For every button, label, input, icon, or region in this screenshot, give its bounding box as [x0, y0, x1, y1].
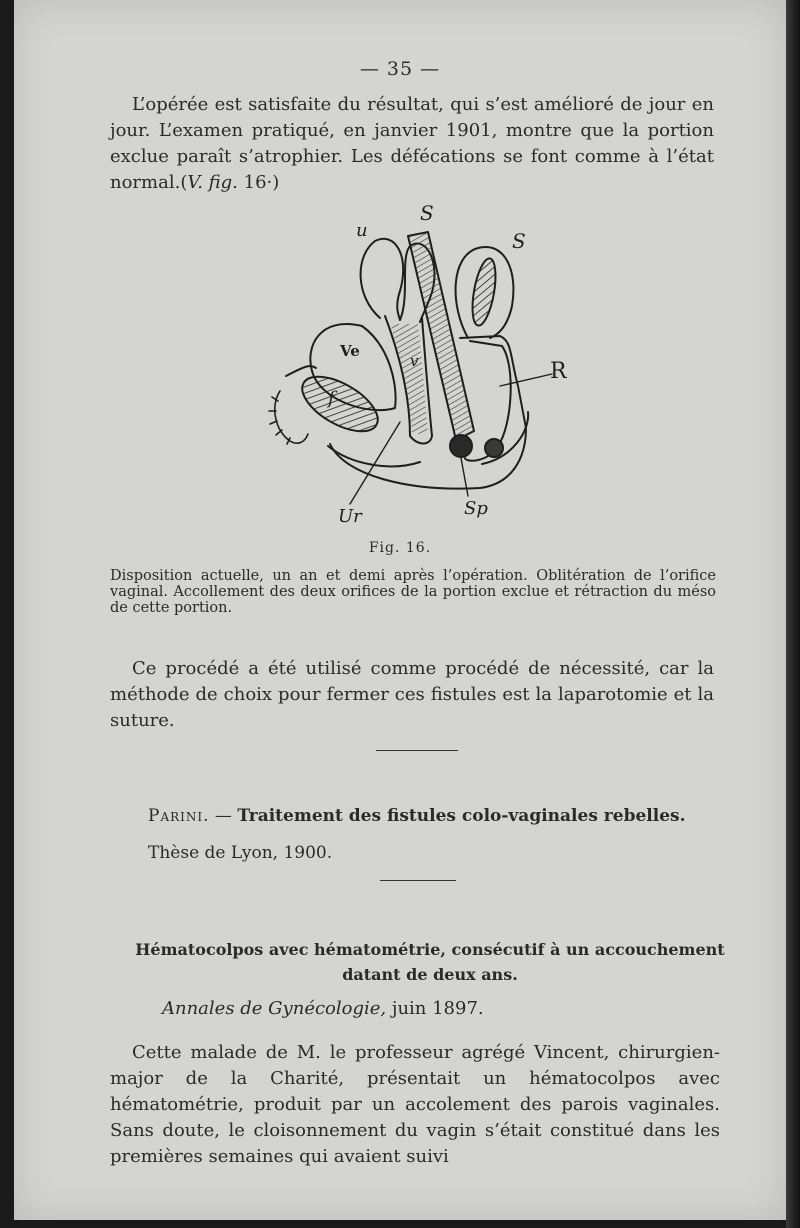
- anatomical-figure-16: [250, 196, 580, 541]
- figure-caption: Disposition actuelle, un an et demi après l’opération. Oblitération de l’orifice vaginal. Accollement des deux orifices de la portion exclue et rétraction du méso de cette portion.: [110, 568, 716, 616]
- figure-reference-open: (: [180, 172, 188, 193]
- paragraph-outcome: [110, 92, 714, 196]
- figure-label-s2: S: [512, 229, 526, 253]
- page-number: — 35 —: [359, 58, 441, 80]
- figure-label-f: f: [328, 388, 335, 409]
- reference-source: Thèse de Lyon, 1900.: [148, 843, 333, 863]
- book-page: [14, 0, 786, 1220]
- figure-label-v: v: [410, 352, 419, 370]
- rectum-lumen: [468, 257, 500, 327]
- figure-reference-italic: V. fig.: [187, 172, 238, 193]
- figure-title: Fig. 16.: [368, 540, 432, 556]
- sphincter-circle: [450, 435, 472, 457]
- figure-label-ve: Ve: [340, 342, 360, 360]
- journal-name: Annales de Gynécologie,: [162, 998, 387, 1019]
- hair-tuft: [269, 391, 308, 444]
- leader-r: [500, 374, 552, 386]
- separator-rule-2: [380, 880, 456, 881]
- fistula-hatched: [294, 366, 387, 443]
- journal-reference: [162, 998, 484, 1019]
- reference-title: Traitement des fistules colo-vaginales rebelles.: [237, 806, 686, 826]
- figure-label-sp: Sp: [464, 498, 488, 519]
- journal-date: juin 1897.: [386, 998, 484, 1019]
- figure-label-ur: Ur: [338, 506, 362, 527]
- leader-ur: [350, 422, 400, 504]
- reference-author: Parini.: [148, 806, 210, 826]
- figure-label-r: R: [550, 359, 567, 384]
- paragraph-outcome-text: L’opérée est satisfaite du résultat, qui s’est amélioré de jour en jour. L’examen pratiqué, en janvier 1901, montre que la portion exclue paraît s’atrophier. Les défécations se font comme à l’état normal.: [110, 94, 714, 193]
- paragraph-procedure: Ce procédé a été utilisé comme procédé de nécessité, car la méthode de choix pour fermer ces fistules est la laparotomie et la suture.: [110, 658, 714, 731]
- reference-dash: —: [209, 806, 238, 826]
- figure-label-s1: S: [420, 201, 434, 225]
- section-heading: [110, 937, 750, 987]
- page-edge-shadow: [786, 0, 800, 1228]
- separator-rule-1: [376, 750, 458, 751]
- reference-parini: [148, 806, 686, 826]
- uterus-loop-left: [361, 239, 404, 320]
- section-heading-line1: Hématocolpos avec hématométrie, consécutif à un accouchement: [135, 940, 725, 959]
- paragraph-case: Cette malade de M. le professeur agrégé Vincent, chirurgien-major de la Charité, présentait un hématocolpos avec hématométrie, produit par un accolement des parois vaginales. Sans doute, le cloisonnement du vagin s’était constitué dans les premières semaines qui avaient suivi: [110, 1042, 720, 1167]
- section-heading-line2: datant de deux ans.: [342, 965, 518, 984]
- figure-label-u: u: [356, 220, 368, 241]
- rectal-orifice: [485, 439, 503, 457]
- figure-reference-rest: 16·): [237, 172, 280, 193]
- leader-sp: [461, 458, 468, 496]
